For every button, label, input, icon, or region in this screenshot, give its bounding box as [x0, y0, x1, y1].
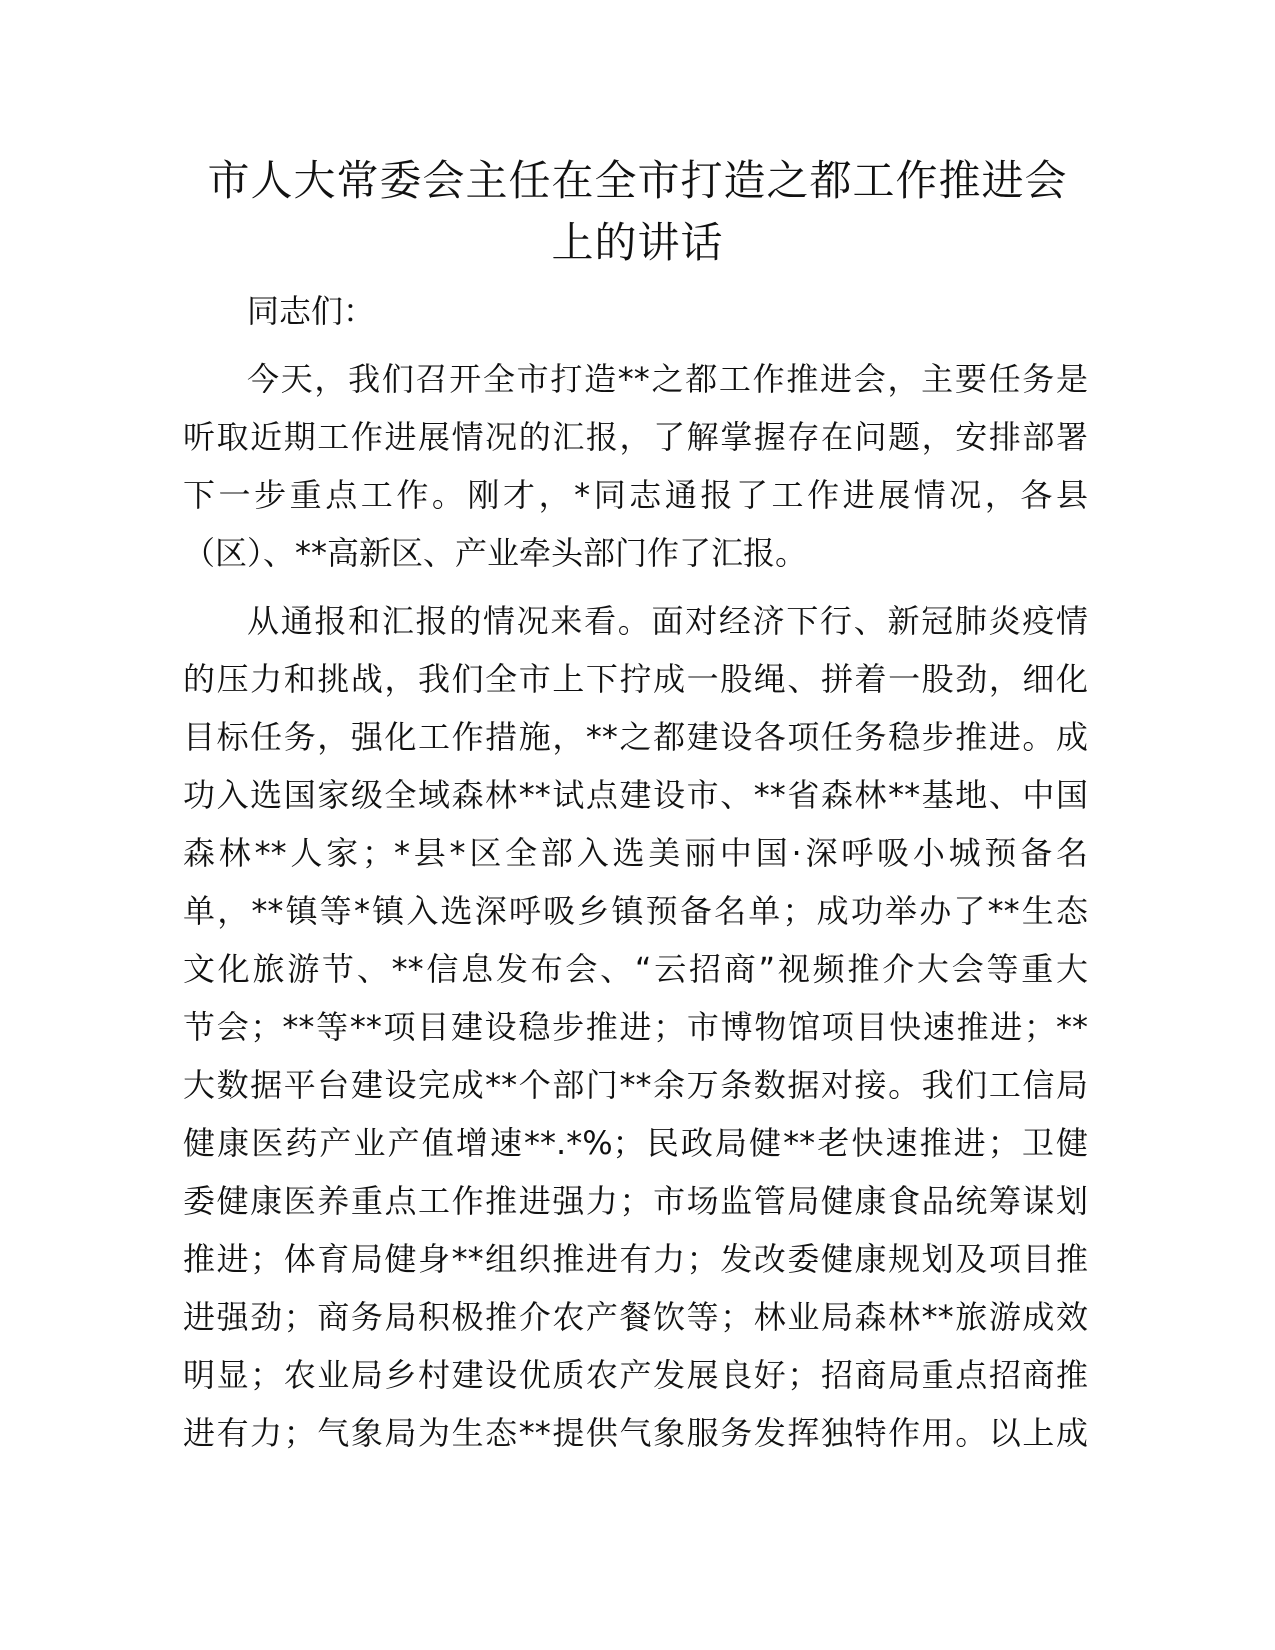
paragraph-2: [183, 592, 1088, 1462]
paragraph-line: 健康医药产业产值增速**.*%；民政局健**老快速推进；卫健: [183, 1124, 1088, 1162]
paragraph-line: （区）、**高新区、产业牵头部门作了汇报。: [183, 534, 808, 572]
paragraph-line: 委健康医养重点工作推进强力；市场监管局健康食品统筹谋划: [183, 1182, 1088, 1220]
paragraph-line: 推进；体育局健身**组织推进有力；发改委健康规划及项目推: [183, 1240, 1088, 1278]
document-body: [183, 282, 1088, 1472]
paragraph-line: 功入选国家级全域森林**试点建设市、**省森林**基地、中国: [183, 776, 1088, 814]
paragraph-line: 的压力和挑战，我们全市上下拧成一股绳、拼着一股劲，细化: [183, 660, 1088, 698]
paragraph-line: 目标任务，强化工作措施，**之都建设各项任务稳步推进。成: [183, 718, 1088, 756]
paragraph-line: 单，**镇等*镇入选深呼吸乡镇预备名单；成功举办了**生态: [183, 892, 1088, 930]
paragraph-line: 节会；**等**项目建设稳步推进；市博物馆项目快速推进；**: [183, 1008, 1088, 1046]
paragraph-line: 从通报和汇报的情况来看。面对经济下行、新冠肺炎疫情: [247, 602, 1088, 640]
paragraph-line: 进强劲；商务局积极推介农产餐饮等；林业局森林**旅游成效: [183, 1298, 1088, 1336]
paragraph-line: 大数据平台建设完成**个部门**余万条数据对接。我们工信局: [183, 1066, 1088, 1104]
paragraph-line: 森林**人家；*县*区全部入选美丽中国·深呼吸小城预备名: [183, 834, 1088, 872]
paragraph-line: 文化旅游节、**信息发布会、“云招商”视频推介大会等重大: [183, 950, 1088, 988]
paragraph-1: [183, 350, 1088, 582]
document-title: [150, 150, 1125, 274]
salutation: 同志们：: [247, 292, 376, 330]
title-line-1: 市人大常委会主任在全市打造之都工作推进会: [207, 156, 1068, 205]
paragraph-line: 听取近期工作进展情况的汇报，了解掌握存在问题，安排部署: [183, 418, 1088, 456]
paragraph-line: 进有力；气象局为生态**提供气象服务发挥独特作用。以上成: [183, 1414, 1088, 1452]
title-line-2: 上的讲话: [551, 218, 724, 267]
paragraph-line: 今天，我们召开全市打造**之都工作推进会，主要任务是: [247, 360, 1088, 398]
paragraph-line: 下一步重点工作。刚才，*同志通报了工作进展情况，各县: [183, 476, 1088, 514]
paragraph-line: 明显；农业局乡村建设优质农产发展良好；招商局重点招商推: [183, 1356, 1088, 1394]
